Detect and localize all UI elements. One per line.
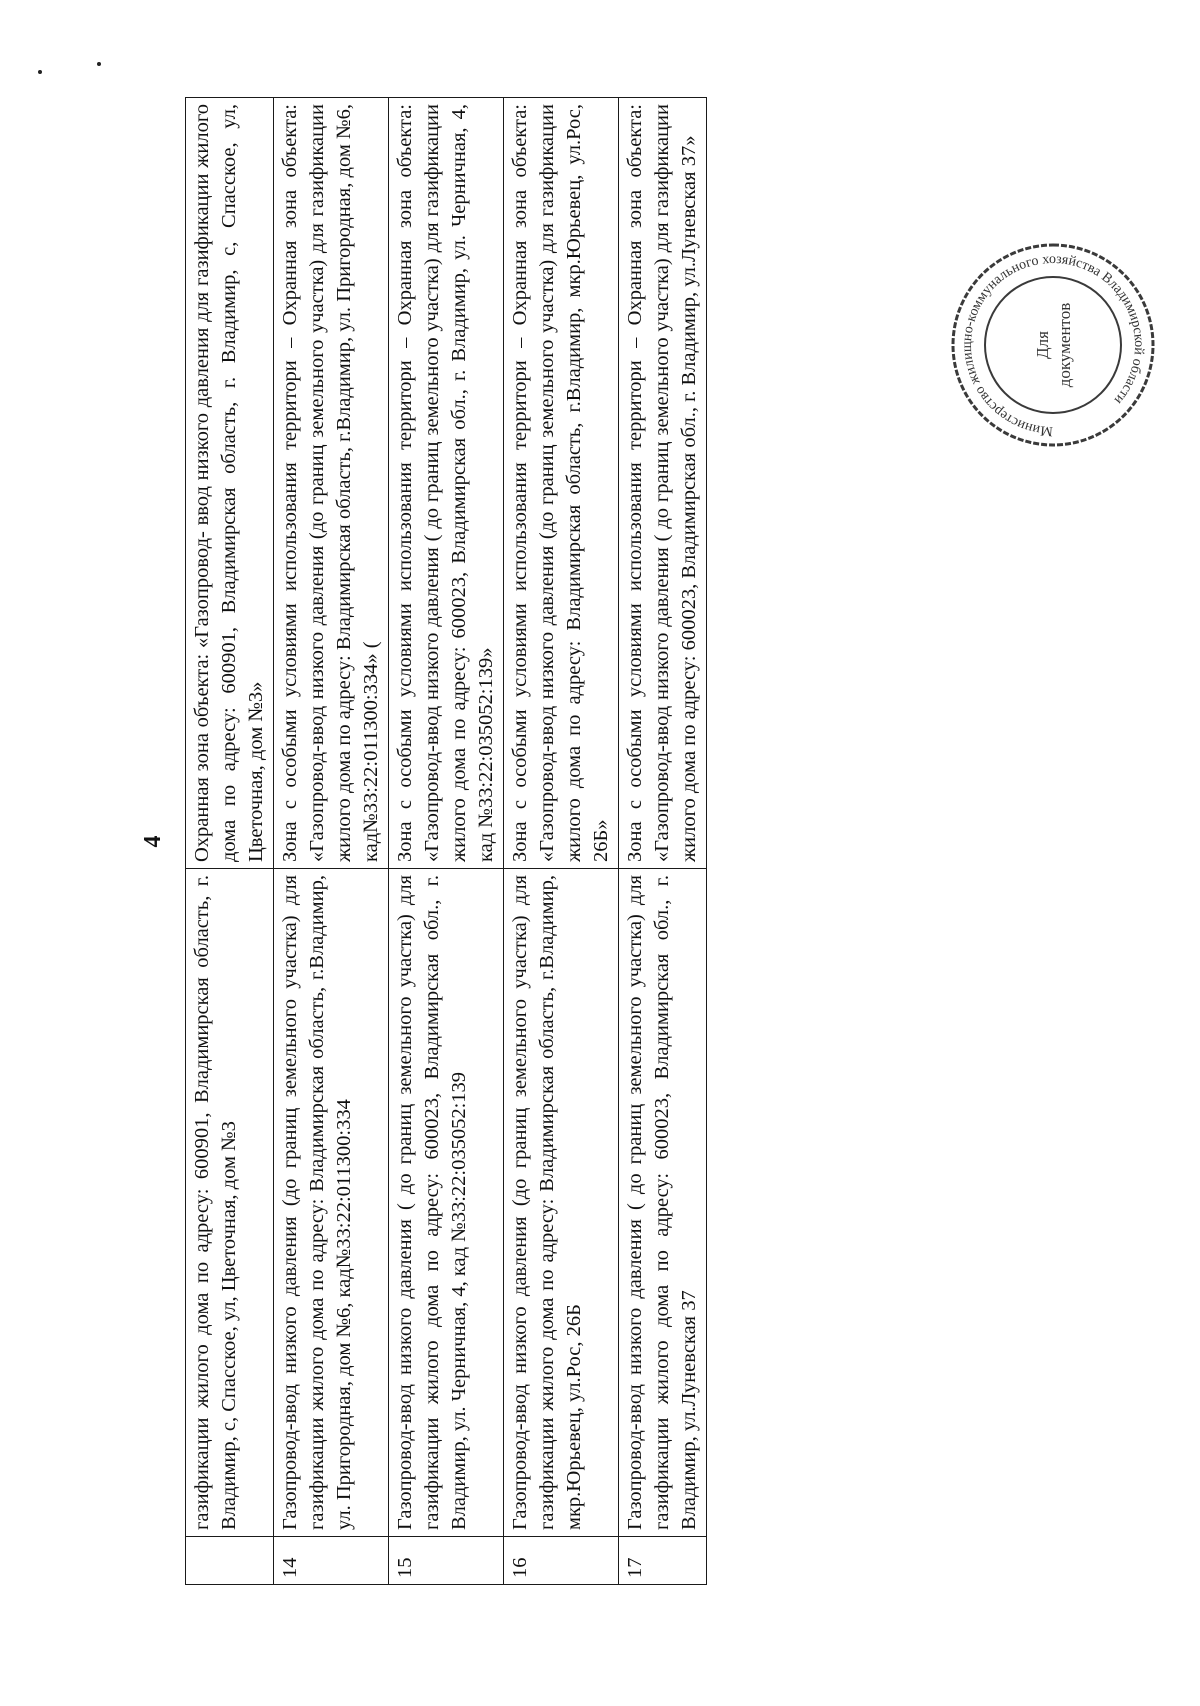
- object-description: Газопровод-ввод низкого давления ( до границ земельного участка) для газификации жилого дома по адресу: 600023, Владимирская обл., г. Владимир, ул.Луневская 37: [619, 869, 707, 1537]
- svg-text:Министерство жилищно-коммуналь: [960, 252, 1146, 438]
- zones-table: [185, 97, 707, 1585]
- object-description: Газопровод-ввод низкого давления (до границ земельного участка) для газификации жилого дома по адресу: Владимирская область, г.Владимир, ул. Пригородная, дом №6, кад№33:22:011300:334: [274, 869, 389, 1537]
- row-number: 14: [274, 1537, 389, 1585]
- object-description: Газопровод-ввод низкого давления ( до границ земельного участка) для газификации жилого дома по адресу: 600023, Владимирская обл., г. Владимир, ул. Черничная, 4, кад №33:22:035052:139: [389, 869, 504, 1537]
- object-description: газификации жилого дома по адресу: 600901, Владимирская область, г. Владимир, с, Спасское, ул, Цветочная, дом №3: [186, 869, 274, 1537]
- zone-description: Зона с особыми условиями использования территори – Охранная зона объекта: «Газопровод-ввод низкого давления ( до границ земельного участка) для газификации жилого дома по адресу: 600023, Владимирская обл., г. Владимир, ул.Луневская 37»: [619, 98, 707, 869]
- stamp-center-text: Для: [1033, 331, 1052, 359]
- row-number: 17: [619, 1537, 707, 1585]
- row-number: [186, 1537, 274, 1585]
- page-number: 4: [140, 835, 166, 848]
- scan-speck: [97, 62, 101, 66]
- row-number: 15: [389, 1537, 504, 1585]
- stamp-ring-text: Министерство жилищно-коммунального хозяйства Владимирской области: [959, 251, 1147, 439]
- table-row: [389, 98, 504, 1585]
- object-description: Газопровод-ввод низкого давления (до границ земельного участка) для газификации жилого дома по адресу: Владимирская область, г.Владимир, мкр.Юрьевец, ул.Рос, 26Б: [504, 869, 619, 1537]
- table-row: [504, 98, 619, 1585]
- official-stamp-icon: [948, 240, 1158, 450]
- row-number: 16: [504, 1537, 619, 1585]
- table-row: [186, 98, 274, 1585]
- zone-description: Охранная зона объекта: «Газопровод- ввод низкого давления для газификации жилого дома по адресу: 600901, Владимирская область, г. Владимир, с, Спасское, ул, Цветочная, дом №3»: [186, 98, 274, 869]
- zone-description: Зона с особыми условиями использования территори – Охранная зона объекта: «Газопровод-ввод низкого давления (до границ земельного участка) для газификации жилого дома по адресу: Владимирская область, г.Владимир, мкр.Юрьевец, ул.Рос, 26Б»: [504, 98, 619, 869]
- scan-speck: [38, 70, 42, 74]
- stamp-center-text: документов: [1055, 302, 1074, 388]
- zone-description: Зона с особыми условиями использования территори – Охранная зона объекта: «Газопровод-ввод низкого давления (до границ земельного участка) для газификации жилого дома по адресу: Владимирская область, г.Владимир, ул. Пригородная, дом №6, кад№33:22:011300:334» (: [274, 98, 389, 869]
- table-row: [619, 98, 707, 1585]
- table-row: [274, 98, 389, 1585]
- rotated-page: [140, 98, 900, 1585]
- zone-description: Зона с особыми условиями использования территори – Охранная зона объекта: «Газопровод-ввод низкого давления ( до границ земельного участка) для газификации жилого дома по адресу: 600023, Владимирская обл., г. Владимир, ул. Черничная, 4, кад №33:22:035052:139»: [389, 98, 504, 869]
